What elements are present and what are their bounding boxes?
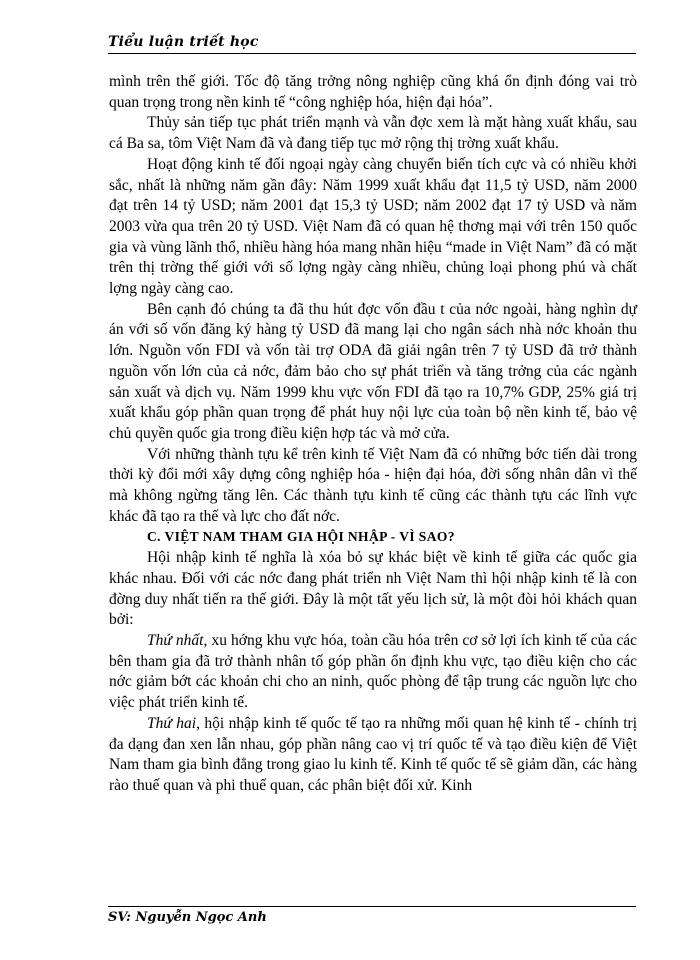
paragraph-fisheries: Thủy sản tiếp tục phát triển mạnh và vẫn đợc xem là mặt hàng xuất khẩu, sau cá Ba sa, tôm Việt Nam đã và đang tiếp tục mở rộng thị trờng xuất khẩu. <box>109 114 637 153</box>
section-heading: C. VIỆT NAM THAM GIA HỘI NHẬP - VÌ SAO? <box>147 529 455 545</box>
header-rule <box>108 53 636 54</box>
paragraph-investment: Bên cạnh đó chúng ta đã thu hút đợc vốn đầu t của nớc ngoài, hàng nghìn dự án với số vốn đăng ký hàng tỷ USD đã mang lại cho ngân sách nhà nớc khoản thu lớn. Nguồn vốn FDI và vốn tài trợ ODA đã giải ngân trên 7 tỷ USD đã trở thành nguồn vốn lớn của cả nớc, đảm bảo cho sự phát triển và tăng trởng của các ngành sản xuất và dịch vụ. Năm 1999 khu vực vốn FDI đã tạo ra 10,7% GDP, 25% giá trị xuất khẩu góp phần quan trọng để phát huy nội lực của toàn bộ nền kinh tế, bảo vệ chủ quyền quốc gia trong điều kiện hợp tác và mở cửa. <box>109 300 637 442</box>
paragraph-integration-intro: Hội nhập kinh tế nghĩa là xóa bỏ sự khác biệt về kinh tế giữa các quốc gia khác nhau. Đối với các nớc đang phát triển nh Việt Nam thì hội nhập kinh tế là con đờng duy nhất tiến ra thế giới. Đây là một tất yếu lịch sử, là một đòi hỏi khách quan bởi: <box>109 549 637 629</box>
footer-rule <box>108 906 636 907</box>
paragraph-achievements: Với những thành tựu kể trên kinh tế Việt Nam đã có những bớc tiến dài trong thời kỳ đổi mới xây dựng công nghiệp hóa - hiện đại hóa, đời sống nhân dân vì thế mà không ngừng tăng lên. Các thành tựu kinh tế cũng các thành tựu các lĩnh vực khác đã tạo ra thế và lực cho đất nớc. <box>109 445 637 525</box>
paragraph-reason-second <box>109 714 637 797</box>
reason-second-label: Thứ hai, <box>147 714 200 732</box>
document-body <box>109 72 637 797</box>
page-footer-author: SV: Nguyễn Ngọc Anh <box>108 910 267 925</box>
paragraph-reason-first <box>109 631 637 714</box>
reason-second-text: hội nhập kinh tế quốc tế tạo ra những mối quan hệ kinh tế - chính trị đa dạng đan xen lẫn nhau, góp phần nâng cao vị trí quốc tế và tạo điều kiện để Việt Nam tham gia bình đẳng trong giao lu kinh tế. Kinh tế quốc tế sẽ giảm dần, các hàng rào thuế quan và phi thuế quan, các phân biệt đối xử. Kinh <box>109 714 638 794</box>
page-header-title: Tiểu luận triết học <box>108 34 259 50</box>
reason-first-text: xu hớng khu vực hóa, toàn cầu hóa trên cơ sở lợi ích kinh tế của các bên tham gia đã trở thành nhân tố góp phần ổn định khu vực, tạo điều kiện cho các nớc giảm bớt các khoản chi cho an ninh, quốc phòng để tập trung các nguồn lực cho việc phát triển kinh tế. <box>109 631 637 712</box>
reason-first-label: Thứ nhất, <box>147 631 208 649</box>
paragraph-foreign-trade: Hoạt động kinh tế đối ngoại ngày càng chuyển biến tích cực và có nhiều khởi sắc, nhất là những năm gần đây: Năm 1999 xuất khẩu đạt 11,5 tỷ USD, năm 2000 đạt trên 14 tỷ USD; năm 2001 đạt 15,3 tỷ USD; năm 2002 đạt 17 tỷ USD và năm 2003 vừa qua trên 20 tỷ USD. Việt Nam đã có quan hệ thơng mại với trên 150 quốc gia và vùng lãnh thổ, nhiều hàng hóa mang nhãn hiệu “made in Việt Nam” đã có mặt trên thị trờng thế giới với số lợng ngày càng nhiều, chủng loại phong phú và chất lợng ngày càng cao. <box>109 155 637 298</box>
paragraph-continued: mình trên thế giới. Tốc độ tăng trởng nông nghiệp cũng khá ổn định đóng vai trò quan trọng trong nền kinh tế “công nghiệp hóa, hiện đại hóa”. <box>109 73 637 111</box>
